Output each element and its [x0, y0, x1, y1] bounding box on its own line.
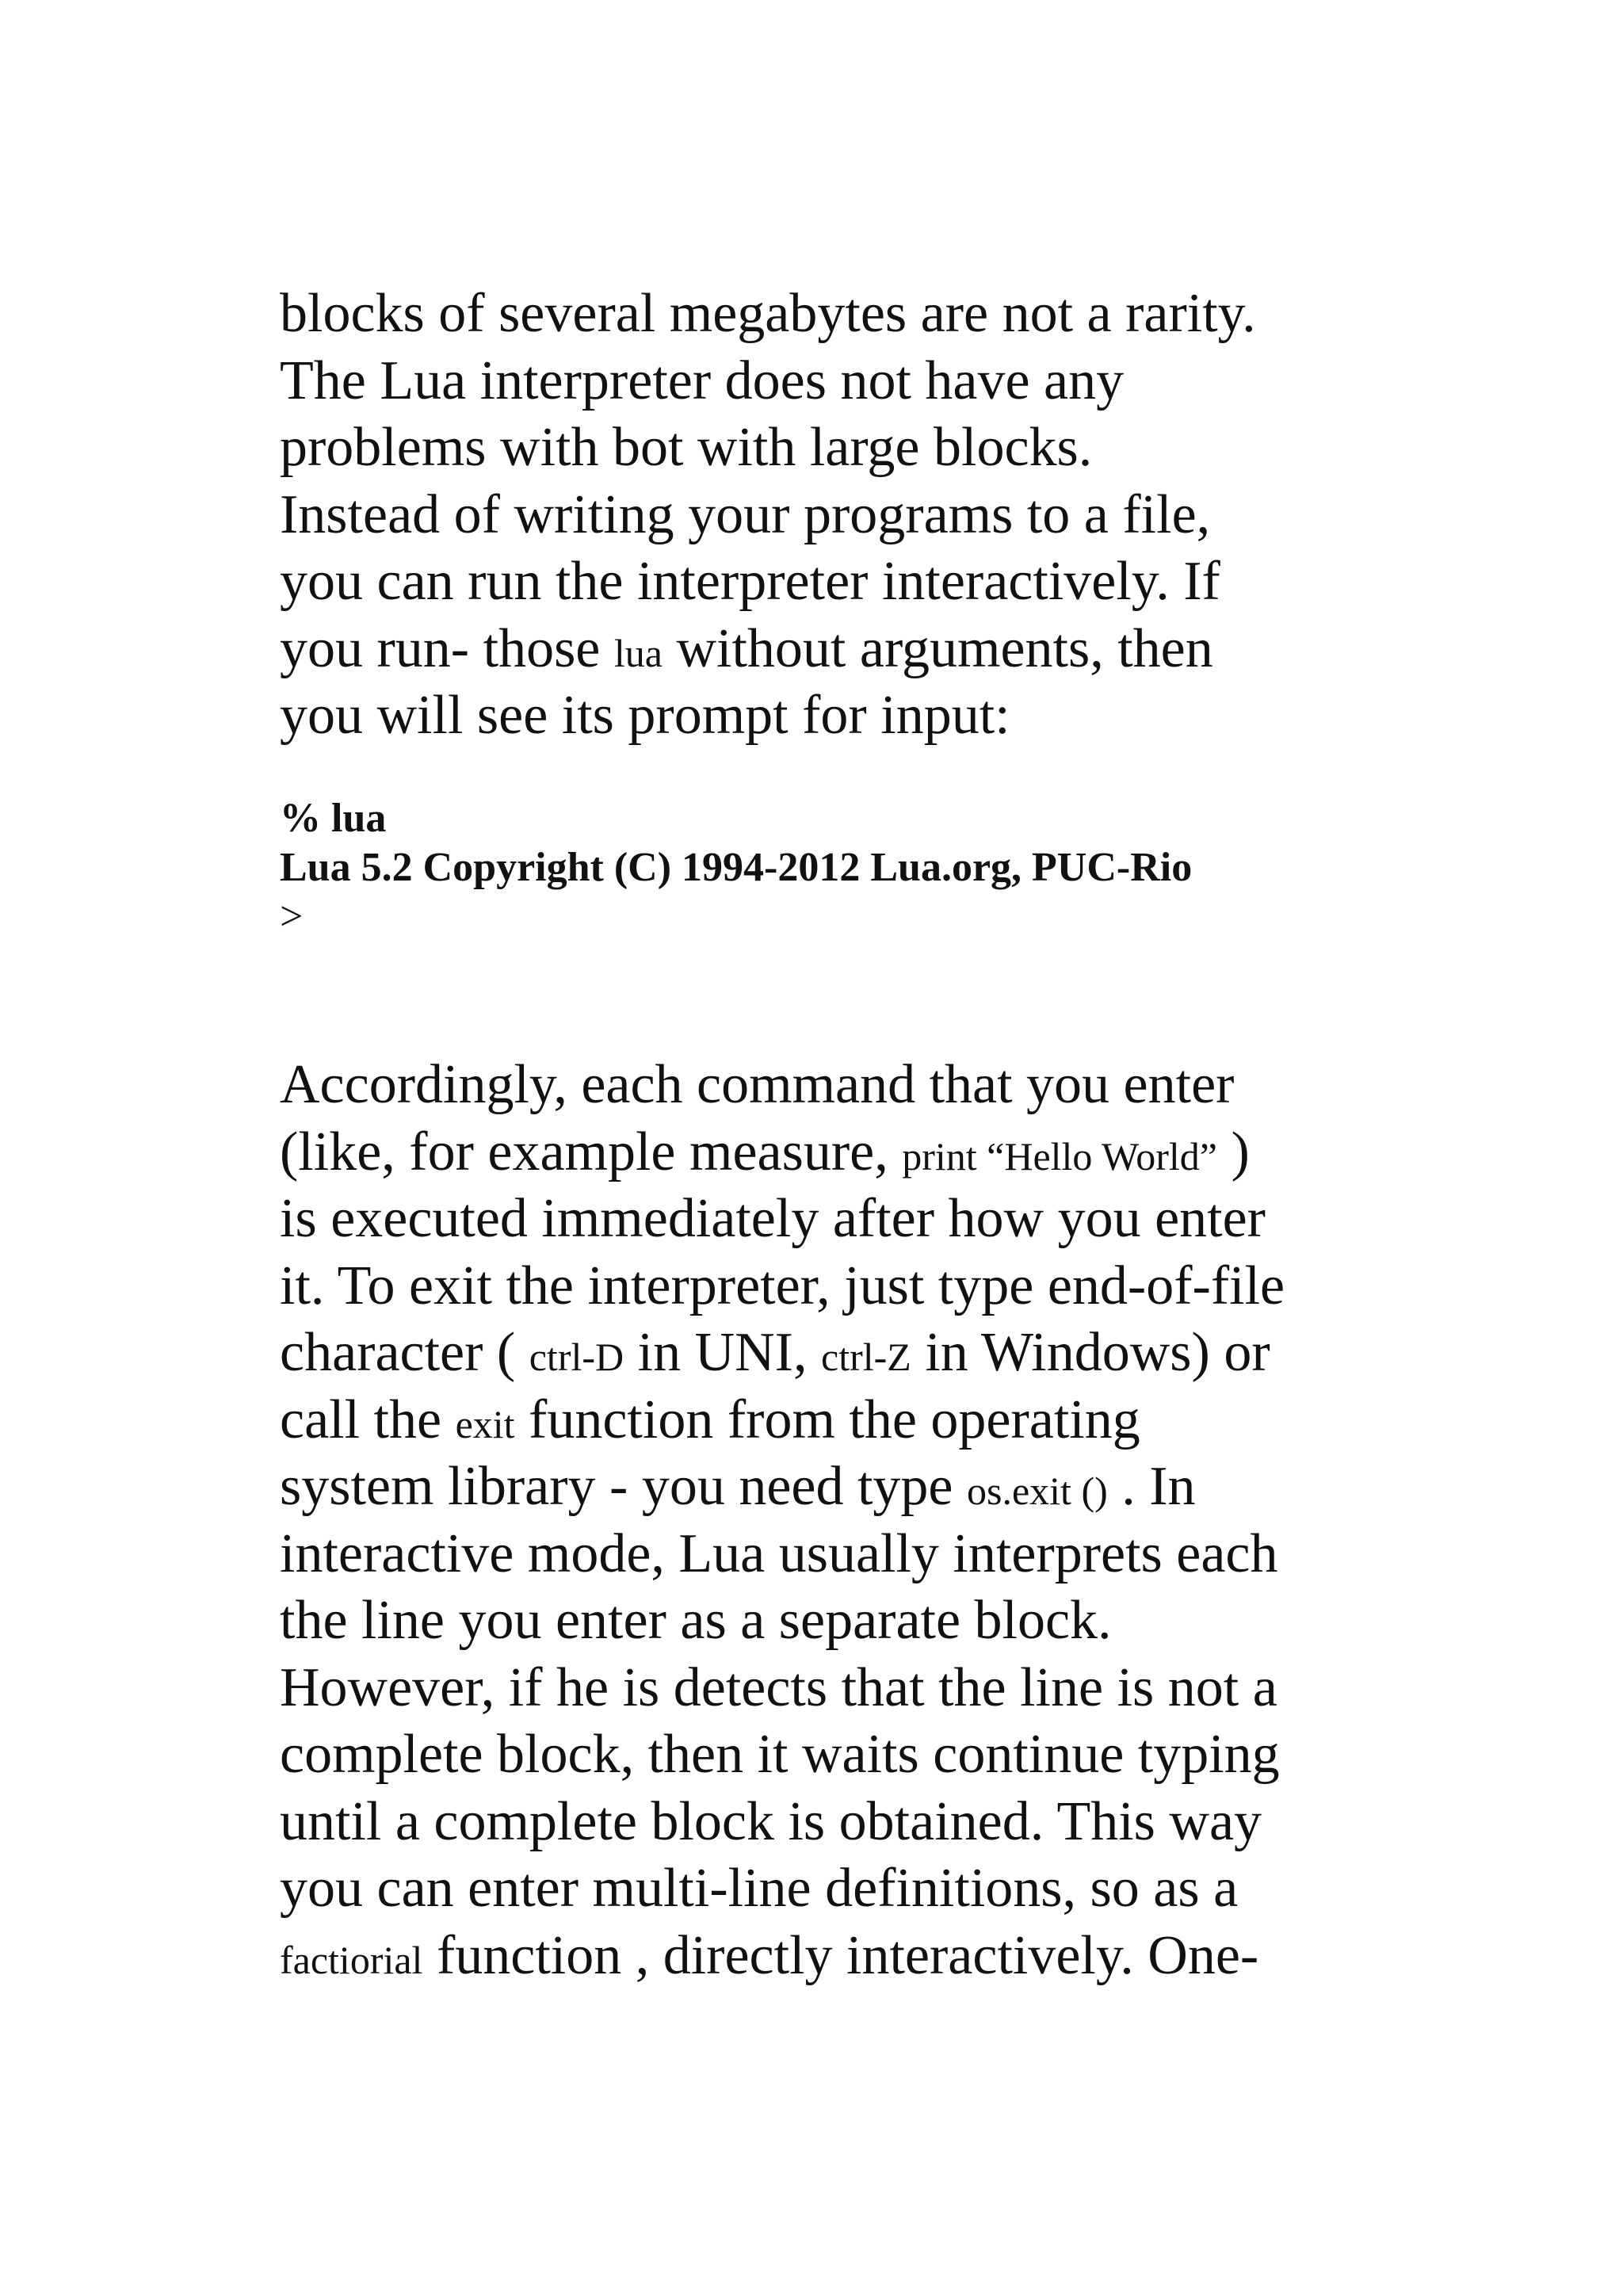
text-line: Accordingly, each command that you enter [280, 1054, 1235, 1115]
terminal-banner: Lua 5.2 Copyright (C) 1994-2012 Lua.org, PUC-Rio [280, 845, 1193, 890]
text-line: it. To exit the interpreter, just type end-of-file [280, 1255, 1285, 1316]
text-segment: you run- those [280, 617, 614, 679]
text-line: However, if he is detects that the line is not a [280, 1656, 1277, 1718]
text-segment: in UNI, [624, 1322, 821, 1383]
inline-code: ctrl-Z [821, 1335, 911, 1379]
terminal-example [280, 794, 1192, 942]
text-line: you will see its prompt for input: [280, 685, 1010, 746]
text-line [280, 616, 1365, 683]
inline-code: exit [455, 1401, 515, 1446]
text-segment: . In [1107, 1456, 1196, 1517]
text-line [280, 1119, 1365, 1186]
text-segment: ) [1216, 1121, 1250, 1182]
text-line: you can enter multi-line definitions, so as a [280, 1858, 1239, 1919]
text-line: blocks of several megabytes are not a rarity. [280, 283, 1256, 344]
terminal-prompt: > [280, 894, 304, 939]
text-segment: function from the operating [514, 1389, 1140, 1450]
inline-code: print “Hello World” [902, 1133, 1217, 1179]
text-line: the line you enter as a separate block. [280, 1590, 1112, 1651]
text-line: is executed immediately after how you enter [280, 1188, 1266, 1249]
text-line [280, 1387, 1365, 1454]
text-line: complete block, then it waits continue typing [280, 1724, 1280, 1785]
text-segment: without arguments, then [662, 617, 1213, 679]
text-line [280, 1454, 1365, 1521]
text-line [280, 1923, 1365, 1990]
text-segment: in Windows) or [911, 1322, 1270, 1383]
paragraph-intro [280, 281, 1365, 750]
inline-code: lua [613, 630, 663, 675]
paragraph-interactive-mode [280, 1052, 1365, 1989]
text-line: interactive mode, Lua usually interprets each [280, 1522, 1278, 1584]
text-segment: character ( [280, 1322, 529, 1383]
text-segment: function , directly interactively. One- [422, 1924, 1259, 1986]
text-line: you can run the interpreter interactively. If [280, 551, 1220, 612]
text-line: Instead of writing your programs to a file, [280, 483, 1211, 545]
text-line: The Lua interpreter does not have any [280, 350, 1125, 411]
text-segment: (like, for example measure, [280, 1121, 903, 1182]
terminal-command: % lua [280, 796, 387, 841]
text-line: until a complete block is obtained. This way [280, 1790, 1262, 1852]
inline-code: os.exit () [967, 1469, 1108, 1513]
text-segment: call the [280, 1389, 456, 1450]
text-segment: system library - you need type [280, 1456, 968, 1517]
text-line: problems with bot with large blocks. [280, 417, 1093, 478]
text-line [280, 1320, 1365, 1387]
inline-code: factiorial [280, 1937, 423, 1982]
inline-code: ctrl-D [529, 1335, 624, 1379]
